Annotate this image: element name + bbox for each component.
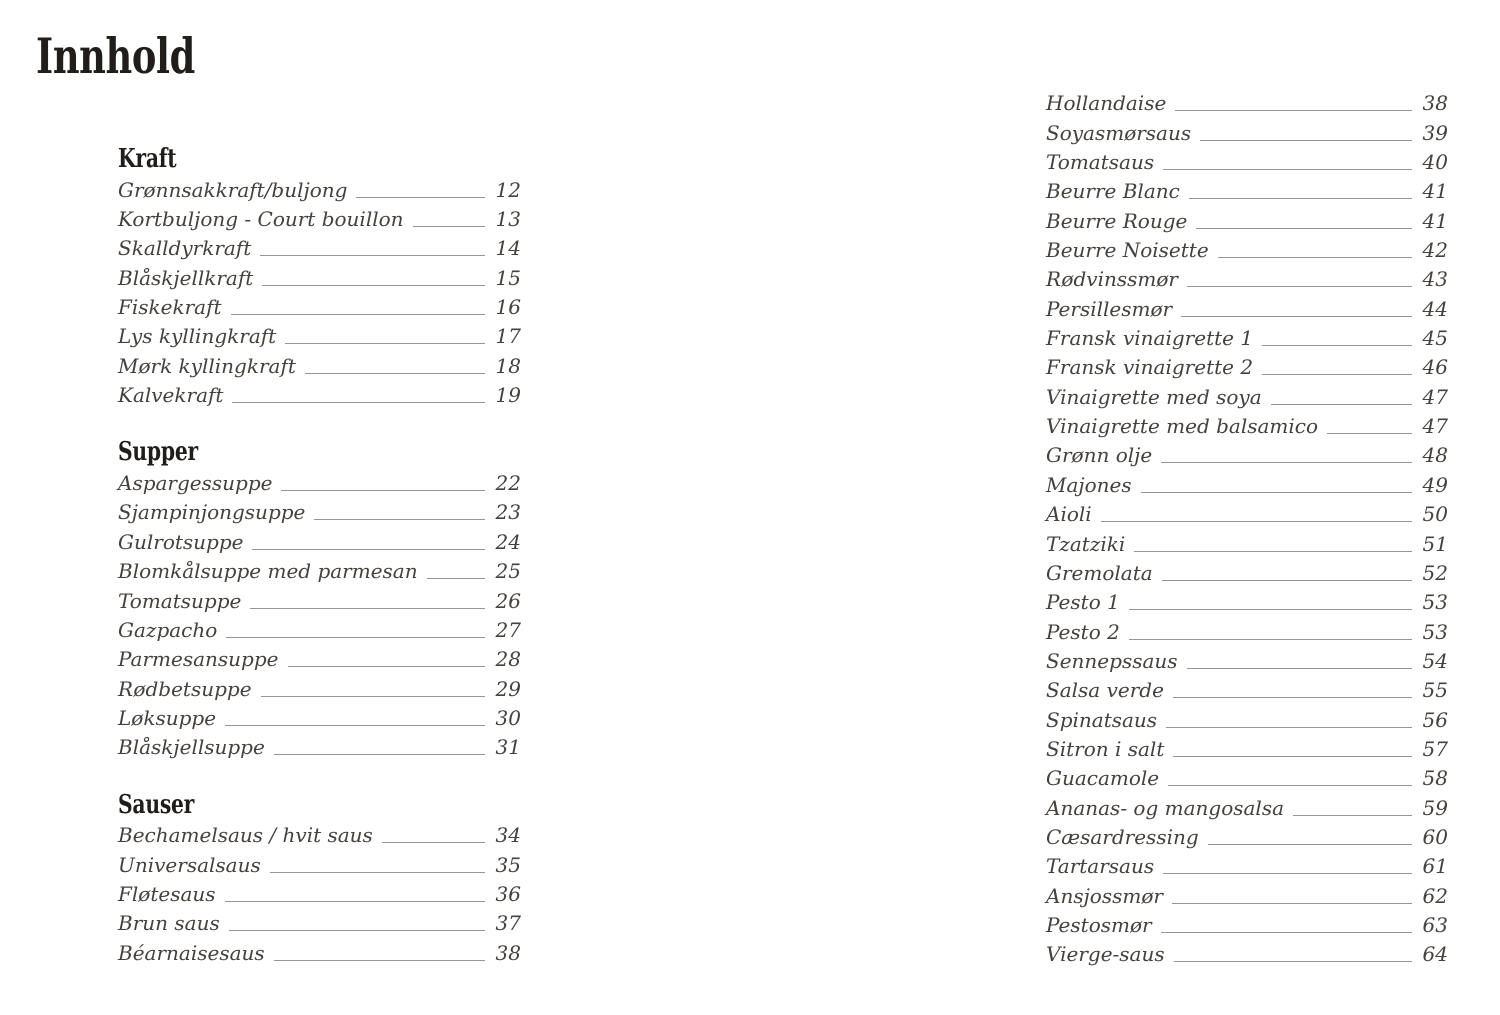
toc-entry-row [118,262,521,291]
section-header-text: Kraft [118,144,177,174]
leader-line [1162,580,1412,581]
section-header-text: Sauser [118,789,195,820]
toc-entry-row [1046,822,1448,851]
toc-entry-row [1046,704,1448,733]
leader-line [1208,844,1412,845]
page-number: 30 [495,705,521,730]
leader-line [1189,198,1412,199]
page-number: 54 [1422,648,1448,673]
entry-title: Fiskekraft [118,295,222,320]
leader-line [1141,492,1412,493]
entry-title: Majones [1046,472,1132,497]
leader-line [1196,228,1411,229]
section-entries-supper [118,468,521,761]
page-number: 52 [1422,560,1448,585]
leader-line [1262,345,1411,346]
entry-title: Bechamelsaus / hvit saus [118,823,373,848]
entry-title: Gazpacho [118,617,218,642]
page-number: 50 [1422,502,1448,527]
toc-entry-row [118,849,521,878]
page-number: 47 [1422,384,1448,409]
entry-title: Universalsaus [118,852,261,877]
section-header-supper [118,438,521,467]
toc-entry-row [1046,939,1448,968]
entry-title: Aioli [1046,502,1092,527]
page-number: 61 [1422,854,1448,879]
entry-title: Persillesmør [1046,296,1173,321]
leader-line [232,402,484,403]
page-number: 41 [1422,208,1448,233]
page-number: 22 [495,471,521,496]
page-number: 25 [495,559,521,584]
page-number: 24 [495,529,521,554]
section-entries-sauser-continued [1046,88,1448,968]
entry-title: Grønn olje [1046,443,1153,468]
entry-title: Pestosmør [1046,912,1152,937]
entry-title: Vierge-saus [1046,942,1165,967]
entry-title: Sjampinjongsuppe [118,500,306,525]
entry-title: Salsa verde [1046,678,1164,703]
toc-entry-row [1046,176,1448,205]
entry-title: Blåskjellkraft [118,265,254,290]
page-number: 63 [1422,912,1448,937]
toc-entry-row [118,820,521,849]
toc-entry-row [118,204,521,233]
section-header-kraft [118,145,521,174]
page-number: 60 [1422,824,1448,849]
entry-title: Béarnaisesaus [118,940,265,965]
leader-line [1175,110,1411,111]
page-number: 36 [495,881,521,906]
leader-line [1262,374,1411,375]
entry-title: Aspargessuppe [118,471,273,496]
toc-entry-row [118,292,521,321]
section-entries-kraft [118,174,521,409]
page-number: 28 [495,647,521,672]
leader-line [1327,433,1412,434]
toc-entry-row [118,703,521,732]
entry-title: Beurre Blanc [1046,179,1180,204]
toc-entry-row [118,937,521,966]
entry-title: Gremolata [1046,560,1153,585]
leader-line [1293,815,1412,816]
page-number: 12 [495,177,521,202]
entry-title: Spinatsaus [1046,707,1158,732]
leader-line [1173,756,1411,757]
entry-title: Kalvekraft [118,383,224,408]
leader-line [260,255,484,256]
toc-entry-row [1046,587,1448,616]
toc-entry-row [1046,352,1448,381]
entry-title: Sennepssaus [1046,648,1178,673]
leader-line [1161,932,1412,933]
page-number: 35 [495,852,521,877]
entry-title: Tomatsuppe [118,588,242,613]
entry-title: Skalldyrkraft [118,236,252,261]
toc-entry-row [1046,88,1448,117]
page-number: 49 [1422,472,1448,497]
leader-line [1271,404,1412,405]
toc-entry-row [118,497,521,526]
toc-entry-row [118,174,521,203]
page-number: 34 [495,823,521,848]
toc-entry-row [118,468,521,497]
leader-line [1174,961,1412,962]
toc-entry-row [118,585,521,614]
page-number: 62 [1422,883,1448,908]
toc-entry-row [1046,499,1448,528]
leader-line [1163,169,1411,170]
toc-entry-row [1046,117,1448,146]
leader-line [1101,521,1412,522]
entry-title: Tartarsaus [1046,854,1155,879]
entry-title: Hollandaise [1046,91,1167,116]
page-number: 46 [1422,355,1448,380]
leader-line [250,608,484,609]
page-number: 56 [1422,707,1448,732]
toc-entry-row [1046,205,1448,234]
leader-line [305,373,485,374]
leader-line [314,519,484,520]
toc-section-sauser [118,791,521,967]
entry-title: Pesto 1 [1046,590,1120,615]
page-number: 27 [495,617,521,642]
leader-line [1187,668,1412,669]
leader-line [1168,785,1411,786]
leader-line [274,960,485,961]
entry-title: Løksuppe [118,705,217,730]
leader-line [1218,257,1412,258]
page-number: 48 [1422,443,1448,468]
toc-right-column [1046,88,1448,968]
toc-entry-row [1046,763,1448,792]
entry-title: Vinaigrette med balsamico [1046,414,1319,439]
toc-entry-row [1046,528,1448,557]
toc-entry-row [1046,235,1448,264]
toc-entry-row [118,644,521,673]
leader-line [229,930,485,931]
page-number: 53 [1422,619,1448,644]
leader-line [1166,727,1411,728]
section-header-text: Supper [118,437,198,468]
leader-line [225,725,485,726]
leader-line [288,666,485,667]
page-number: 37 [495,911,521,936]
toc-entry-row [118,350,521,379]
page-number: 44 [1422,296,1448,321]
entry-title: Kortbuljong - Court bouillon [118,207,404,232]
toc-entry-row [1046,558,1448,587]
leader-line [1172,903,1412,904]
page-number: 13 [495,207,521,232]
toc-entry-row [1046,323,1448,352]
toc-entry-row [1046,293,1448,322]
page-number: 26 [495,588,521,613]
toc-entry-row [118,233,521,262]
page-number: 23 [495,500,521,525]
leader-line [274,754,485,755]
leader-line [382,842,485,843]
page-number: 55 [1422,678,1448,703]
page-number: 59 [1422,795,1448,820]
toc-entry-row [118,908,521,937]
entry-title: Rødbetsuppe [118,676,252,701]
section-entries-sauser [118,820,521,967]
page-number: 51 [1422,531,1448,556]
leader-line [261,696,485,697]
toc-entry-row [118,673,521,702]
page-number: 38 [495,940,521,965]
leader-line [427,578,485,579]
entry-title: Sitron i salt [1046,736,1165,761]
entry-title: Ananas- og mangosalsa [1046,795,1285,820]
toc-entry-row [1046,910,1448,939]
leader-line [1161,462,1411,463]
entry-title: Tzatziki [1046,531,1126,556]
toc-left-column [118,145,521,967]
entry-title: Vinaigrette med soya [1046,384,1262,409]
entry-title: Mørk kyllingkraft [118,353,296,378]
page-title-text: Innhold [36,27,195,85]
toc-entry-row [1046,734,1448,763]
toc-entry-row [118,732,521,761]
entry-title: Soyasmørsaus [1046,120,1192,145]
leader-line [1129,609,1412,610]
leader-line [1163,873,1411,874]
page-number: 42 [1422,238,1448,263]
entry-title: Lys kyllingkraft [118,324,277,349]
toc-entry-row [1046,792,1448,821]
toc-entry-row [1046,411,1448,440]
leader-line [281,490,484,491]
entry-title: Fløtesaus [118,881,216,906]
leader-line [270,872,485,873]
page-number: 16 [495,295,521,320]
entry-title: Rødvinssmør [1046,267,1178,292]
page-number: 14 [495,236,521,261]
page-number: 18 [495,353,521,378]
section-header-sauser [118,791,521,820]
page-number: 53 [1422,590,1448,615]
page-number: 17 [495,324,521,349]
leader-line [1173,697,1412,698]
entry-title: Grønnsakkraft/buljong [118,177,348,202]
entry-title: Gulrotsuppe [118,529,244,554]
page-title [36,28,248,84]
page-number: 64 [1422,942,1448,967]
page-number: 57 [1422,736,1448,761]
leader-line [356,197,484,198]
page-number: 47 [1422,414,1448,439]
leader-line [252,549,484,550]
entry-title: Pesto 2 [1046,619,1120,644]
toc-entry-row [1046,880,1448,909]
toc-entry-row [118,321,521,350]
entry-title: Cæsardressing [1046,824,1199,849]
toc-entry-row [1046,616,1448,645]
leader-line [285,343,484,344]
leader-line [225,901,485,902]
toc-entry-row [1046,147,1448,176]
entry-title: Parmesansuppe [118,647,279,672]
entry-title: Beurre Noisette [1046,238,1209,263]
leader-line [1187,286,1412,287]
toc-entry-row [118,879,521,908]
entry-title: Beurre Rouge [1046,208,1188,233]
leader-line [413,226,485,227]
entry-title: Guacamole [1046,766,1160,791]
entry-title: Brun saus [118,911,220,936]
leader-line [226,637,484,638]
page-number: 29 [495,676,521,701]
entry-title: Ansjossmør [1046,883,1163,908]
leader-line [1129,639,1412,640]
leader-line [1181,316,1411,317]
toc-entry-row [1046,469,1448,498]
entry-title: Fransk vinaigrette 1 [1046,326,1254,351]
toc-entry-row [1046,851,1448,880]
page-number: 43 [1422,267,1448,292]
leader-line [1134,551,1411,552]
toc-entry-row [118,380,521,409]
page-number: 40 [1422,150,1448,175]
page-number: 58 [1422,766,1448,791]
entry-title: Tomatsaus [1046,150,1155,175]
page-number: 39 [1422,120,1448,145]
entry-title: Blomkålsuppe med parmesan [118,559,418,584]
toc-entry-row [1046,646,1448,675]
entry-title: Blåskjellsuppe [118,735,265,760]
leader-line [262,285,484,286]
toc-entry-row [118,526,521,555]
toc-section-supper [118,438,521,761]
entry-title: Fransk vinaigrette 2 [1046,355,1254,380]
leader-line [231,314,485,315]
page-number: 41 [1422,179,1448,204]
page-number: 31 [495,735,521,760]
toc-entry-row [1046,381,1448,410]
leader-line [1200,140,1411,141]
page-number: 38 [1422,91,1448,116]
toc-entry-row [118,615,521,644]
page-number: 45 [1422,326,1448,351]
toc-entry-row [1046,264,1448,293]
toc-entry-row [118,556,521,585]
page-number: 15 [495,265,521,290]
toc-entry-row [1046,440,1448,469]
toc-entry-row [1046,675,1448,704]
page-number: 19 [495,383,521,408]
toc-section-kraft [118,145,521,409]
